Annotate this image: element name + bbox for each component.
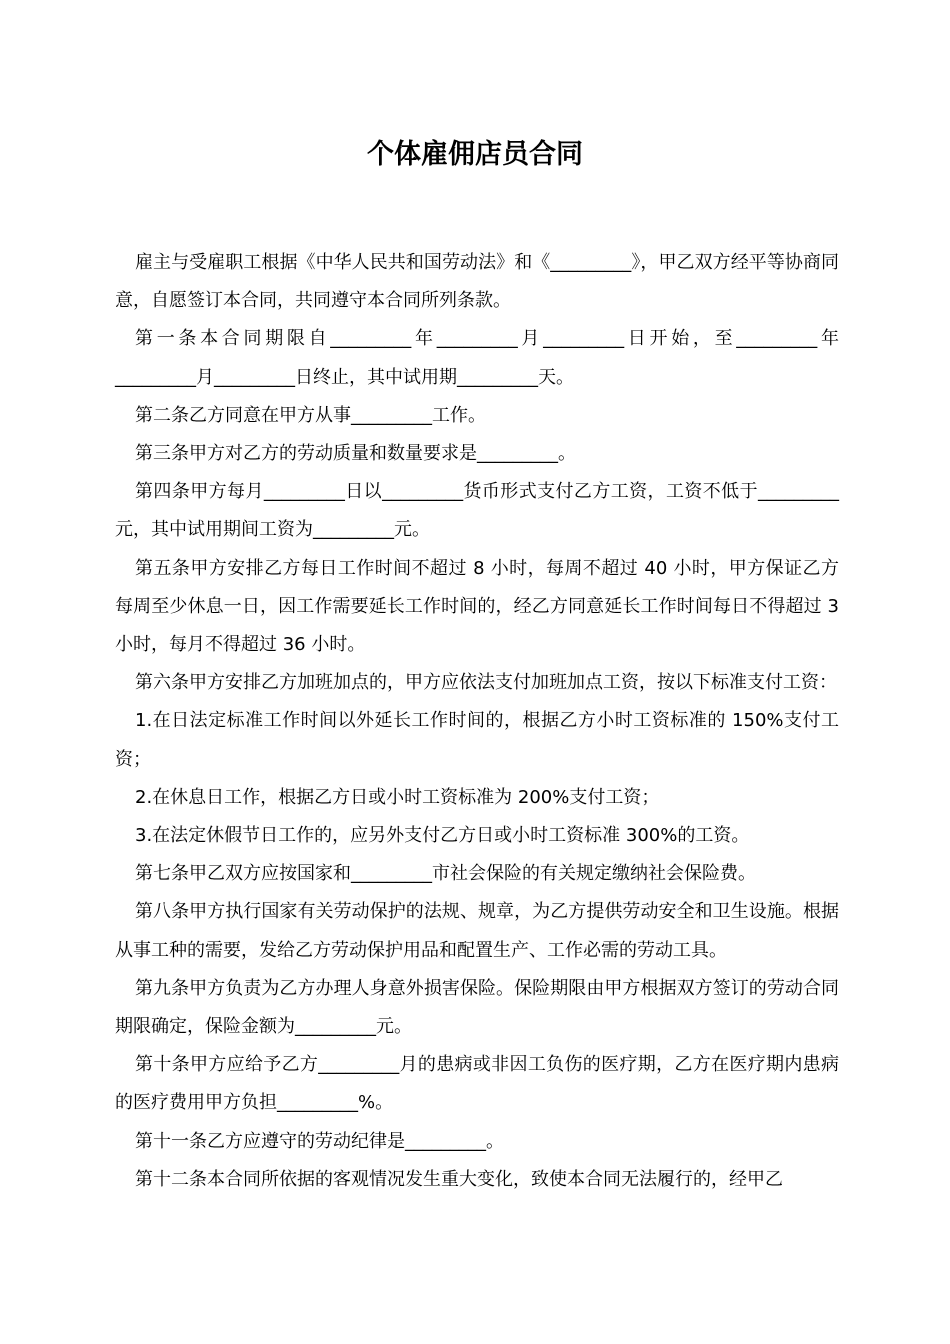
paragraph-article-6-item-1: 1.在日法定标准工作时间以外延长工作时间的，根据乙方小时工资标准的 150%支付工资； [115, 710, 839, 770]
paragraph-article-1: 第一条本合同期限自_________年_________月_________日开始，至_________年_________月_________日终止，其中试用期_________天。 [115, 328, 839, 388]
paragraph-article-9: 第九条甲方负责为乙方办理人身意外损害保险。保险期限由甲方根据双方签订的劳动合同期限确定，保险金额为_________元。 [115, 977, 839, 1038]
paragraph-article-12: 第十二条本合同所依据的客观情况发生重大变化，致使本合同无法履行的，经甲乙 [135, 1168, 783, 1190]
paragraph-article-8: 第八条甲方执行国家有关劳动保护的法规、规章，为乙方提供劳动安全和卫生设施。根据从事工种的需要，发给乙方劳动保护用品和配置生产、工作必需的劳动工具。 [115, 901, 839, 961]
paragraph-article-11: 第十一条乙方应遵守的劳动纪律是_________。 [135, 1130, 504, 1152]
paragraph-article-6-item-3: 3.在法定休假节日工作的，应另外支付乙方日或小时工资标准 300%的工资。 [135, 825, 750, 847]
document-body [115, 244, 839, 1199]
paragraph-preamble: 雇主与受雇职工根据《中华人民共和国劳动法》和《_________》，甲乙双方经平等协商同意，自愿签订本合同，共同遵守本合同所列条款。 [115, 252, 839, 312]
document-title: 个体雇佣店员合同 [367, 139, 583, 170]
paragraph-article-6-item-2: 2.在休息日工作，根据乙方日或小时工资标准为 200%支付工资； [135, 786, 660, 808]
paragraph-article-7: 第七条甲乙双方应按国家和_________市社会保险的有关规定缴纳社会保险费。 [135, 863, 756, 885]
paragraph-article-2: 第二条乙方同意在甲方从事_________工作。 [135, 404, 486, 426]
paragraph-article-10: 第十条甲方应给予乙方_________月的患病或非因工负伤的医疗期，乙方在医疗期内患病的医疗费用甲方负担_________%。 [115, 1054, 839, 1114]
paragraph-article-6: 第六条甲方安排乙方加班加点的，甲方应依法支付加班加点工资，按以下标准支付工资： [135, 672, 837, 694]
paragraph-article-5: 第五条甲方安排乙方每日工作时间不超过 8 小时，每周不超过 40 小时，甲方保证乙方每周至少休息一日，因工作需要延长工作时间的，经乙方同意延长工作时间每日不得超过 3 小时，每月不得超过 36 小时。 [115, 557, 839, 656]
paragraph-article-4: 第四条甲方每月_________日以_________货币形式支付乙方工资，工资不低于_________元，其中试用期间工资为_________元。 [115, 481, 839, 541]
paragraph-article-3: 第三条甲方对乙方的劳动质量和数量要求是_________。 [135, 443, 576, 465]
